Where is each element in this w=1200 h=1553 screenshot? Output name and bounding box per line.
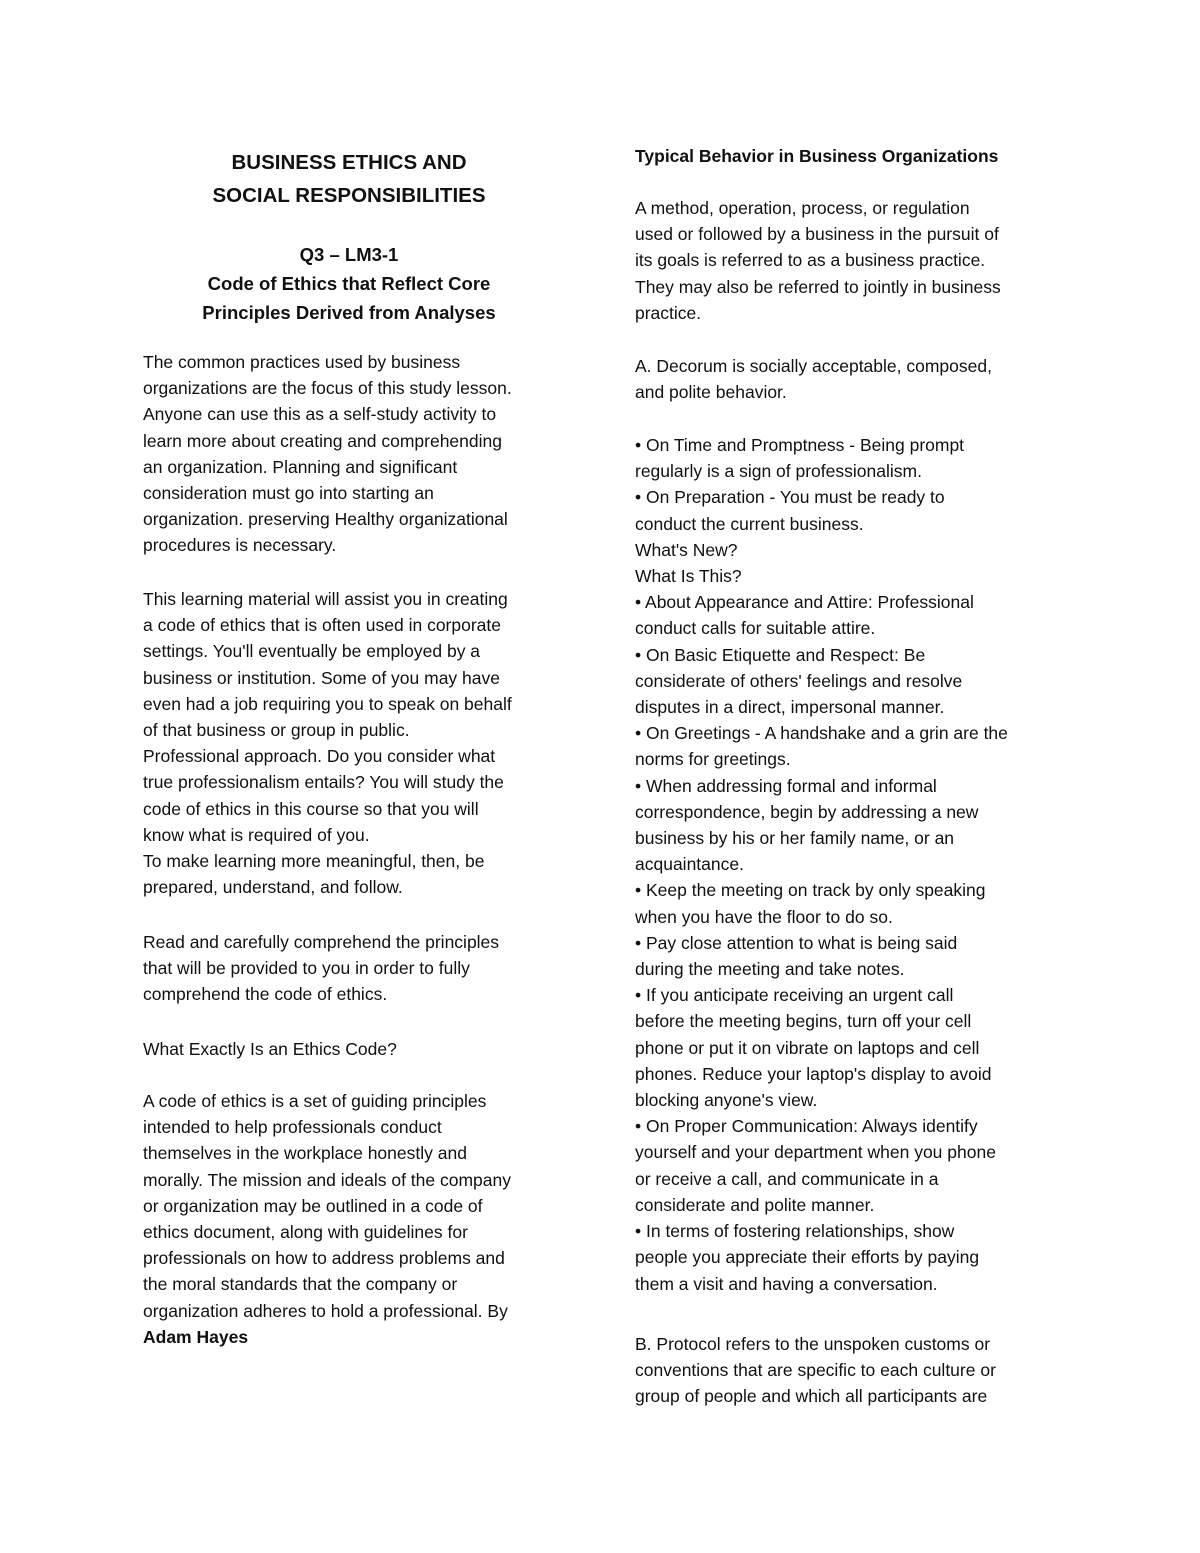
title-line-2: SOCIAL RESPONSIBILITIES (212, 184, 486, 207)
title-line-1: BUSINESS ETHICS AND (231, 151, 467, 174)
bullet-line: phones. Reduce your laptop's display to avoid (635, 1063, 992, 1084)
learning-line: know what is required of you. (143, 824, 370, 845)
learning-line: Professional approach. Do you consider what (143, 746, 496, 767)
bullet-line: • Keep the meeting on track by only speaking (635, 880, 986, 901)
learning-line: a code of ethics that is often used in corporate (143, 615, 501, 636)
ethics-code-question (143, 1036, 568, 1062)
bullet-line: • On Basic Etiquette and Respect: Be (635, 644, 926, 665)
bullet-line: What Is This? (635, 566, 742, 587)
definition-line: the moral standards that the company or (143, 1274, 458, 1295)
intro-line: organizations are the focus of this study lesson. (143, 378, 512, 399)
practice-line: They may also be referred to jointly in business (635, 276, 1001, 297)
bullet-line: conduct the current business. (635, 513, 864, 534)
definition-line: professionals on how to address problems and (143, 1248, 505, 1269)
protocol-paragraph (635, 1331, 1065, 1410)
intro-line: an organization. Planning and significant (143, 456, 458, 477)
definition-line: organization adheres to hold a professional. By (143, 1300, 508, 1321)
bullet-line: • Pay close attention to what is being said (635, 932, 958, 953)
decorum-bullet-list (635, 432, 1065, 1297)
learning-line: business or institution. Some of you may have (143, 667, 500, 688)
intro-line: The common practices used by business (143, 352, 461, 372)
bullet-line: • On Preparation - You must be ready to (635, 487, 945, 508)
practice-line: used or followed by a business in the pursuit of (635, 224, 999, 245)
intro-line: organization. preserving Healthy organizational (143, 509, 508, 530)
learning-material-paragraph (143, 586, 568, 900)
learning-line: settings. You'll eventually be employed by a (143, 641, 481, 662)
bullet-line: considerate and polite manner. (635, 1194, 875, 1215)
bullet-line: • On Greetings - A handshake and a grin are the (635, 723, 1008, 744)
bullet-line: business by his or her family name, or an (635, 828, 955, 849)
definition-paragraph (143, 1088, 568, 1350)
bullet-line: • About Appearance and Attire: Professional (635, 592, 974, 613)
definition-line: morally. The mission and ideals of the company (143, 1169, 512, 1190)
document-title (143, 146, 555, 212)
read-line: comprehend the code of ethics. (143, 984, 388, 1005)
bullet-line: What's New? (635, 539, 738, 560)
bullet-line: blocking anyone's view. (635, 1090, 818, 1111)
subtitle-line-3: Principles Derived from Analyses (202, 302, 496, 323)
protocol-line: group of people and which all participants are (635, 1386, 988, 1407)
definition-line: intended to help professionals conduct (143, 1117, 442, 1138)
definition-line: ethics document, along with guidelines for (143, 1222, 468, 1243)
bullet-line: them a visit and having a conversation. (635, 1273, 938, 1294)
question-line: What Exactly Is an Ethics Code? (143, 1039, 397, 1059)
intro-paragraph (143, 349, 568, 559)
bullet-line: before the meeting begins, turn off your cell (635, 1011, 972, 1032)
protocol-line: B. Protocol refers to the unspoken customs or (635, 1334, 991, 1354)
definition-line: A code of ethics is a set of guiding principles (143, 1091, 487, 1111)
definition-line: or organization may be outlined in a code of (143, 1195, 483, 1216)
bullet-line: acquaintance. (635, 854, 744, 875)
practice-line: A method, operation, process, or regulation (635, 198, 970, 218)
intro-line: learn more about creating and comprehending (143, 430, 502, 451)
bullet-line: • When addressing formal and informal (635, 775, 937, 796)
bullet-line: • On Proper Communication: Always identify (635, 1116, 978, 1137)
read-paragraph (143, 929, 568, 1008)
bullet-line: or receive a call, and communicate in a (635, 1168, 939, 1189)
subtitle-line-2: Code of Ethics that Reflect Core (207, 273, 491, 294)
learning-line: of that business or group in public. (143, 720, 410, 741)
bullet-line: disputes in a direct, impersonal manner. (635, 697, 945, 718)
practice-line: practice. (635, 302, 702, 323)
bullet-line: norms for greetings. (635, 749, 791, 770)
heading-line: Typical Behavior in Business Organizations (635, 146, 999, 166)
read-line: Read and carefully comprehend the principles (143, 932, 500, 952)
decorum-paragraph (635, 353, 1065, 405)
practice-line: its goals is referred to as a business practice. (635, 250, 986, 271)
learning-line: To make learning more meaningful, then, be (143, 851, 485, 872)
business-practice-paragraph (635, 195, 1065, 326)
learning-line: This learning material will assist you in creating (143, 589, 508, 609)
decorum-line: A. Decorum is socially acceptable, composed, (635, 356, 992, 376)
read-line: that will be provided to you in order to fully (143, 958, 470, 979)
bullet-line: • In terms of fostering relationships, show (635, 1221, 955, 1242)
bullet-line: regularly is a sign of professionalism. (635, 461, 922, 482)
section-heading (635, 143, 1065, 169)
bullet-line: • On Time and Promptness - Being prompt (635, 435, 965, 455)
bullet-line: conduct calls for suitable attire. (635, 618, 876, 639)
bullet-line: yourself and your department when you phone (635, 1142, 996, 1163)
bullet-line: considerate of others' feelings and resolve (635, 670, 963, 691)
bullet-line: when you have the floor to do so. (635, 906, 893, 927)
intro-line: Anyone can use this as a self-study activity to (143, 404, 497, 425)
subtitle-line-1: Q3 – LM3-1 (299, 244, 399, 265)
bullet-line: phone or put it on vibrate on laptops and cell (635, 1037, 980, 1058)
learning-line: prepared, understand, and follow. (143, 877, 403, 898)
protocol-line: conventions that are specific to each culture or (635, 1360, 996, 1381)
learning-line: even had a job requiring you to speak on behalf (143, 693, 512, 714)
learning-line: true professionalism entails? You will study the (143, 772, 504, 793)
intro-line: consideration must go into starting an (143, 483, 434, 504)
decorum-line: and polite behavior. (635, 382, 787, 403)
learning-line: code of ethics in this course so that you will (143, 798, 479, 819)
definition-line: themselves in the workplace honestly and (143, 1143, 467, 1164)
bullet-line: people you appreciate their efforts by paying (635, 1247, 980, 1268)
author-name: Adam Hayes (143, 1326, 249, 1347)
bullet-line: correspondence, begin by addressing a new (635, 801, 979, 822)
intro-line: procedures is necessary. (143, 535, 337, 556)
bullet-line: during the meeting and take notes. (635, 959, 905, 980)
lesson-subtitle (143, 240, 555, 327)
bullet-line: • If you anticipate receiving an urgent call (635, 985, 954, 1006)
